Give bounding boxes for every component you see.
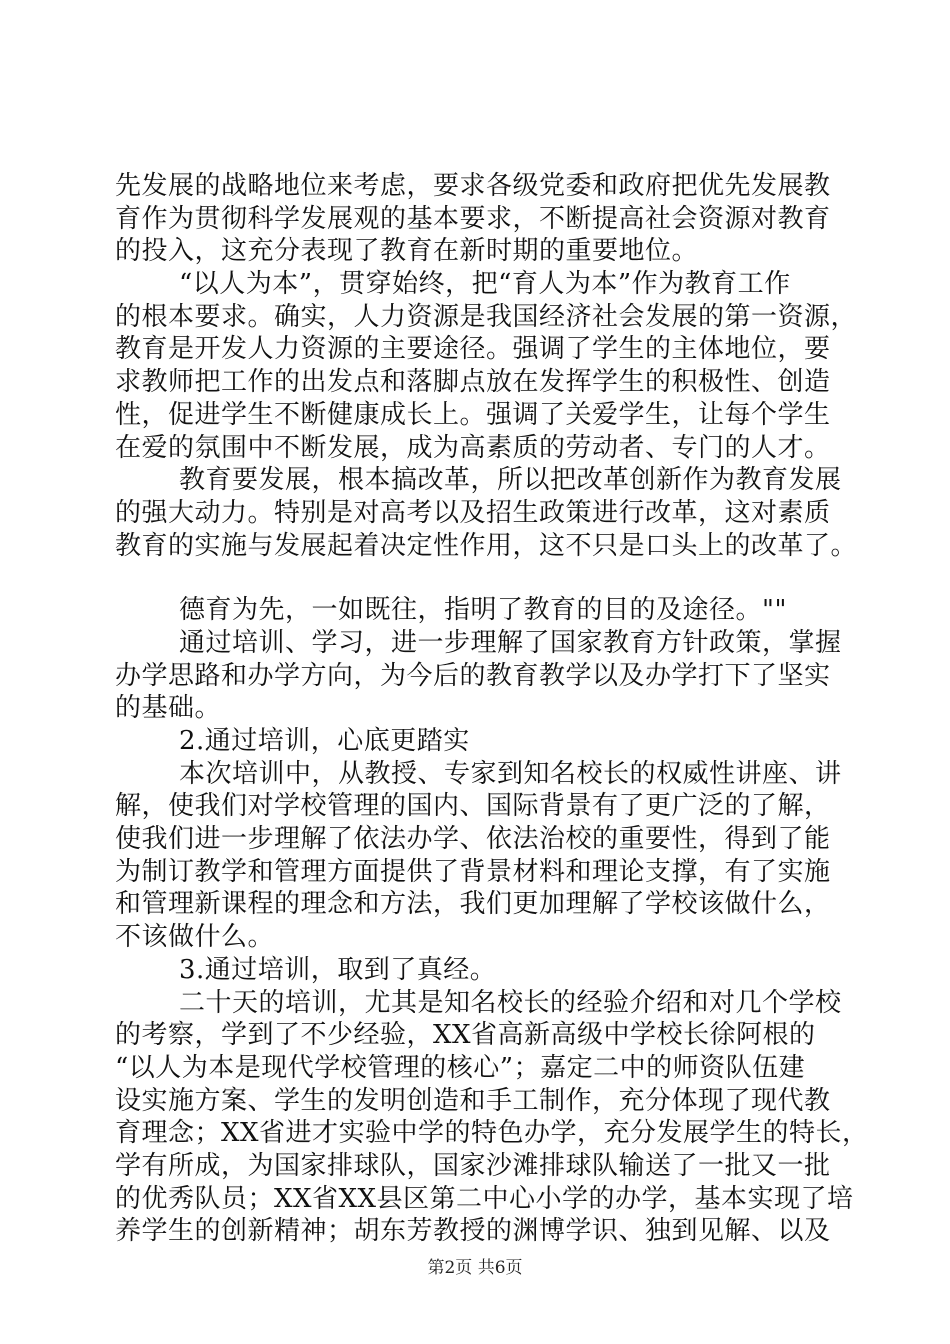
text-line: 和管理新课程的理念和方法，我们更加理解了学校该做什么， — [115, 889, 831, 920]
text-line: 的强大动力。特别是对高考以及招生政策进行改革，这对素质 — [115, 497, 831, 528]
page-number-footer: 第2页 共6页 — [427, 1258, 523, 1278]
text-line: 解，使我们对学校管理的国内、国际背景有了更广泛的了解， — [115, 791, 831, 822]
text-line: 求教师把工作的出发点和落脚点放在发挥学生的积极性、创造 — [115, 367, 831, 398]
section-heading: 3.通过培训，取到了真经。 — [179, 954, 497, 985]
text-line: 设实施方案、学生的发明创造和手工制作，充分体现了现代教 — [115, 1085, 831, 1116]
text-line: 在爱的氛围中不断发展，成为高素质的劳动者、专门的人才。 — [115, 432, 831, 463]
text-line: 性，促进学生不断健康成长上。强调了关爱学生，让每个学生 — [115, 399, 831, 430]
text-line: 使我们进一步理解了依法办学、依法治校的重要性，得到了能 — [115, 824, 831, 855]
text-line: 养学生的创新精神；胡东芳教授的渊博学识、独到见解、以及 — [115, 1216, 831, 1247]
text-line: 教育的实施与发展起着决定性作用，这不只是口头上的改革了。 — [115, 530, 858, 561]
text-line: 学有所成，为国家排球队，国家沙滩排球队输送了一批又一批 — [115, 1150, 831, 1181]
text-line: 为制订教学和管理方面提供了背景材料和理论支撑，有了实施 — [115, 856, 831, 887]
text-line: 的根本要求。确实，人力资源是我国经济社会发展的第一资源， — [115, 301, 858, 332]
text-line: 育理念；XX省进才实验中学的特色办学，充分发展学生的特长， — [115, 1118, 869, 1149]
paragraph-start: “以人为本”，贯穿始终，把“育人为本”作为教育工作 — [179, 269, 791, 300]
paragraph-start: 本次培训中，从教授、专家到知名校长的权威性讲座、讲 — [179, 758, 842, 789]
section-heading: 2.通过培训，心底更踏实 — [179, 726, 470, 756]
paragraph-start: 教育要发展，根本搞改革，所以把改革创新作为教育发展 — [179, 465, 842, 496]
text-line: 办学思路和办学方向，为今后的教育教学以及办学打下了坚实 — [115, 660, 831, 691]
paragraph-start: 德育为先，一如既往，指明了教育的目的及途径。"" — [179, 595, 787, 626]
text-line: “以人为本是现代学校管理的核心”；嘉定二中的师资队伍建 — [115, 1052, 806, 1083]
paragraph-start: 通过培训、学习，进一步理解了国家教育方针政策，掌握 — [179, 627, 842, 658]
document-body — [115, 170, 869, 1248]
blank-line — [115, 562, 845, 594]
text-line: 育作为贯彻科学发展观的基本要求，不断提高社会资源对教育 — [115, 203, 831, 234]
text-line: 的优秀队员；XX省XX县区第二中心小学的办学，基本实现了培 — [115, 1183, 854, 1214]
text-line: 先发展的战略地位来考虑，要求各级党委和政府把优先发展教 — [115, 171, 831, 201]
text-line: 不该做什么。 — [115, 922, 275, 953]
text-line: 的考察，学到了不少经验，XX省高新高级中学校长徐阿根的 — [115, 1020, 816, 1051]
text-line: 的投入，这充分表现了教育在新时期的重要地位。 — [115, 236, 699, 267]
paragraph-start: 二十天的培训，尤其是知名校长的经验介绍和对几个学校 — [179, 987, 842, 1018]
text-line: 教育是开发人力资源的主要途径。强调了学生的主体地位，要 — [115, 334, 831, 365]
text-line: 的基础。 — [115, 693, 222, 724]
